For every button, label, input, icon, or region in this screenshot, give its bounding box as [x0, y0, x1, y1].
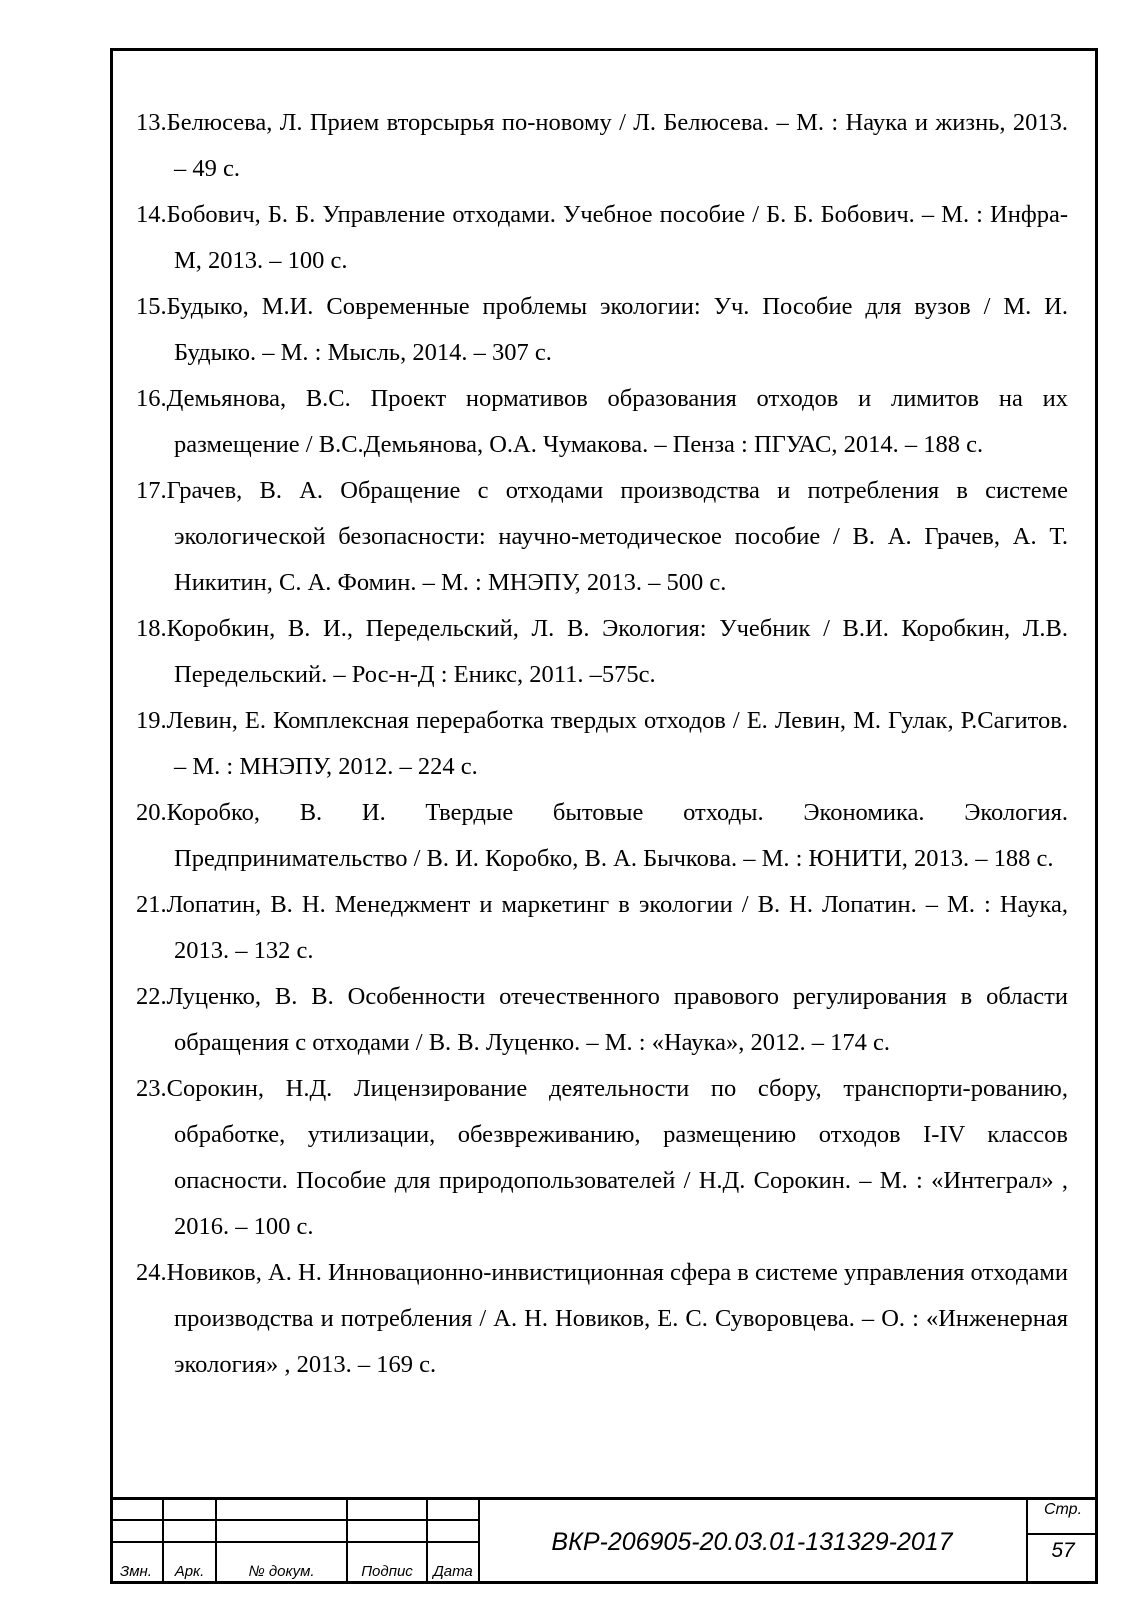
- reference-text: Грачев, В. А. Обращение с отходами производства и потребления в системе экологической безопасности: научно-методическое пособие / В. А. Грачев, А. Т. Никитин, С. А. Фомин. – М. : МНЭПУ, 2013. – 500 с.: [166, 477, 1068, 596]
- document-code: ВКР-206905-20.03.01-131329-2017: [551, 1528, 953, 1556]
- reference-item: [136, 192, 1068, 284]
- reference-item: [136, 376, 1068, 468]
- col-label-change: Змн.: [120, 1563, 152, 1580]
- reference-number: 22.: [136, 983, 167, 1010]
- reference-text: Демьянова, В.С. Проект нормативов образования отходов и лимитов на их размещение / В.С.Демьянова, О.А. Чумакова. – Пенза : ПГУАС, 2014. – 188 с.: [166, 385, 1068, 458]
- reference-text: Левин, Е. Комплексная переработка твердых отходов / Е. Левин, М. Гулак, Р.Сагитов. – М. : МНЭПУ, 2012. – 224 с.: [166, 707, 1068, 780]
- reference-list: [136, 100, 1068, 1388]
- reference-text: Коробкин, В. И., Передельский, Л. В. Экология: Учебник / В.И. Коробкин, Л.В. Передельский. – Рос-н-Д : Еникс, 2011. –575с.: [166, 615, 1068, 688]
- reference-number: 17.: [136, 477, 167, 504]
- reference-number: 18.: [136, 615, 167, 642]
- sheet-number: 57: [1051, 1539, 1075, 1562]
- reference-item: [136, 882, 1068, 974]
- title-block-top-border: [110, 1497, 1098, 1500]
- title-block: [110, 1497, 1098, 1584]
- title-block-col-line: [478, 1497, 480, 1584]
- reference-text: Белюсева, Л. Прием вторсырья по-новому / Л. Белюсева. – М. : Наука и жизнь, 2013. – 49 с.: [166, 109, 1068, 182]
- reference-text: Бобович, Б. Б. Управление отходами. Учебное пособие / Б. Б. Бобович. – М. : Инфра-М, 2013. – 100 с.: [166, 201, 1068, 274]
- title-block-row-line: [110, 1541, 480, 1543]
- reference-item: [136, 468, 1068, 606]
- reference-text: Коробко, В. И. Твердые бытовые отходы. Экономика. Экология. Предпринимательство / В. И. Коробко, В. А. Бычкова. – М. : ЮНИТИ, 2013. – 188 с.: [166, 799, 1068, 872]
- reference-text: Луценко, В. В. Особенности отечественного правового регулирования в области обращения с отходами / В. В. Луценко. – М. : «Наука», 2012. – 174 с.: [166, 983, 1068, 1056]
- title-block-row-line: [110, 1519, 480, 1521]
- sheet-cell-divider: [1026, 1533, 1098, 1535]
- reference-number: 16.: [136, 385, 167, 412]
- reference-number: 14.: [136, 201, 167, 228]
- reference-number: 19.: [136, 707, 167, 734]
- reference-number: 23.: [136, 1075, 167, 1102]
- reference-item: [136, 1250, 1068, 1388]
- reference-item: [136, 606, 1068, 698]
- reference-item: [136, 1066, 1068, 1250]
- col-label-signature: Подпис: [361, 1563, 413, 1580]
- reference-number: 24.: [136, 1259, 167, 1286]
- reference-text: Лопатин, В. Н. Менеджмент и маркетинг в экологии / В. Н. Лопатин. – М. : Наука, 2013. – 132 с.: [166, 891, 1068, 964]
- reference-text: Новиков, А. Н. Инновационно-инвистиционная сфера в системе управления отходами производства и потребления / А. Н. Новиков, Е. С. Суворовцева. – О. : «Инженерная экология» , 2013. – 169 с.: [166, 1259, 1068, 1378]
- reference-number: 21.: [136, 891, 167, 918]
- reference-number: 20.: [136, 799, 167, 826]
- reference-text: Сорокин, Н.Д. Лицензирование деятельности по сбору, транспорти-рованию, обработке, утилизации, обезвреживанию, размещению отходов I-IV классов опасности. Пособие для природопользователей / Н.Д. Сорокин. – М. : «Интеграл» , 2016. – 100 с.: [166, 1075, 1068, 1240]
- reference-number: 13.: [136, 109, 167, 136]
- col-label-sheet: Арк.: [174, 1563, 205, 1580]
- sheet-label: Стр.: [1043, 1501, 1083, 1518]
- reference-text: Будыко, М.И. Современные проблемы экологии: Уч. Пособие для вузов / М. И. Будыко. – М. : Мысль, 2014. – 307 с.: [166, 293, 1068, 366]
- reference-item: [136, 284, 1068, 376]
- reference-item: [136, 698, 1068, 790]
- col-label-doc-number: № докум.: [248, 1563, 315, 1580]
- reference-item: [136, 974, 1068, 1066]
- reference-number: 15.: [136, 293, 167, 320]
- reference-item: [136, 790, 1068, 882]
- col-label-date: Дата: [433, 1563, 473, 1580]
- reference-item: [136, 100, 1068, 192]
